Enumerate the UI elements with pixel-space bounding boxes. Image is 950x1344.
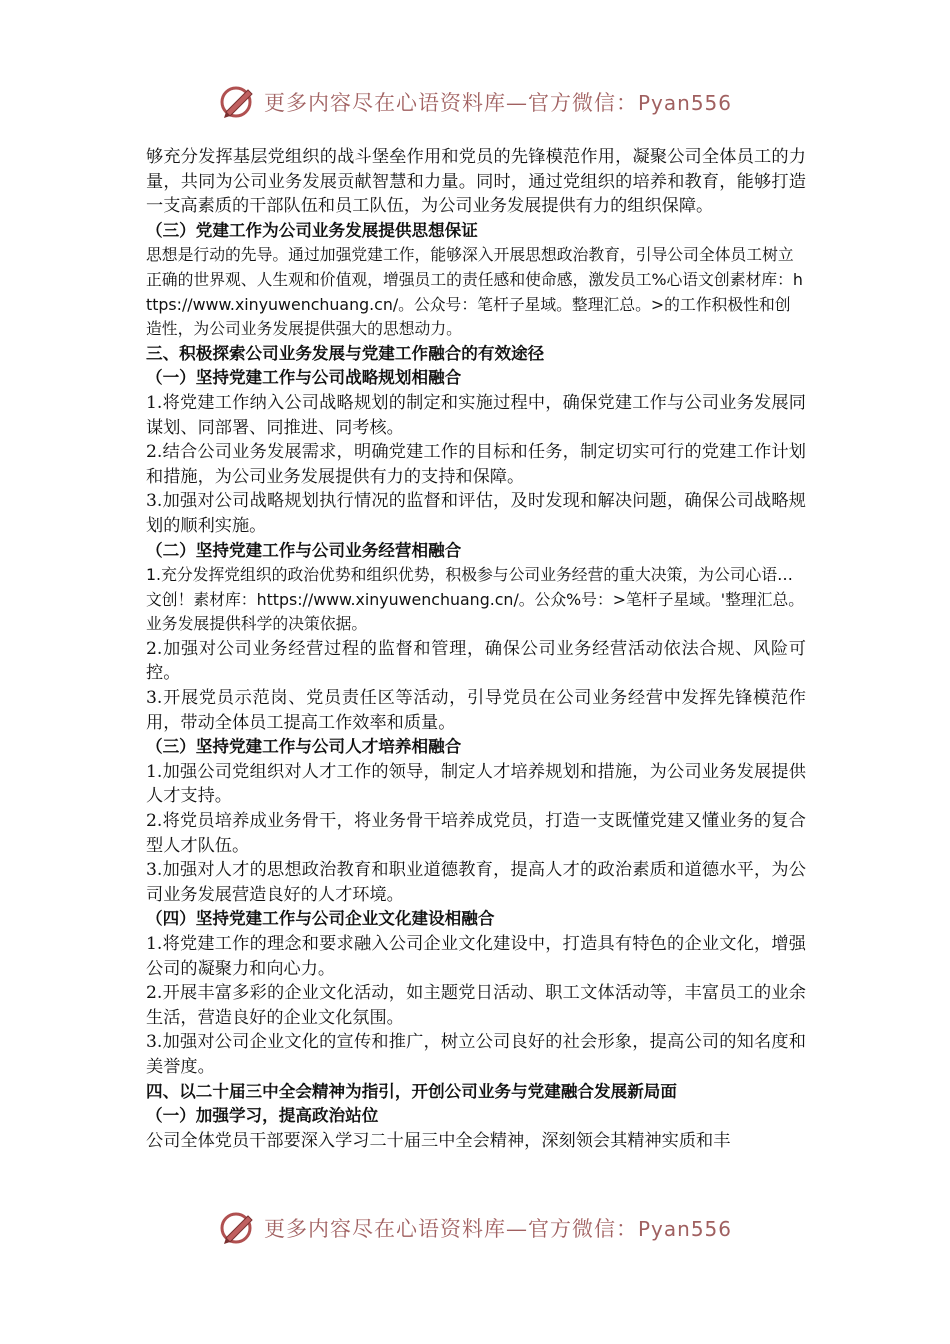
paragraph: 1.将党建工作的理念和要求融入公司企业文化建设中，打造具有特色的企业文化，增强公司的凝聚力和向心力。	[146, 934, 806, 979]
section-heading: （四）坚持党建工作与公司企业文化建设相融合	[146, 909, 495, 929]
paragraph: 2.将党员培养成业务骨干，将业务骨干培养成党员，打造一支既懂党建又懂业务的复合型人才队伍。	[146, 811, 806, 856]
paragraph: 2.结合公司业务发展需求，明确党建工作的目标和任务，制定切实可行的党建工作计划和措施，为公司业务发展提供有力的支持和保障。	[146, 442, 806, 487]
paragraph: 3.加强对公司企业文化的宣传和推广，树立公司良好的社会形象，提高公司的知名度和美誉度。	[146, 1032, 806, 1077]
wechat-id: Pyan556	[637, 91, 732, 115]
footer-banner	[0, 1206, 950, 1250]
paragraph: 1.充分发挥党组织的政治优势和组织优势，积极参与公司业务经营的重大决策，为公司心语…文创！素材库：https://www.xinyuwenchuang.cn/。公众%号：>笔杆子星域。'整理汇总。业务发展提供科学的决策依据。	[146, 565, 805, 634]
paragraph: 公司全体党员干部要深入学习二十届三中全会精神，深刻领会其精神实质和丰	[146, 1130, 731, 1151]
paragraph: 3.加强对人才的思想政治教育和职业道德教育，提高人才的政治素质和道德水平，为公司业务发展营造良好的人才环境。	[146, 860, 806, 905]
paragraph: 思想是行动的先导。通过加强党建工作，能够深入开展思想政治教育，引导公司全体员工树立正确的世界观、人生观和价值观，增强员工的责任感和使命感，激发员工%心语文创素材库：https://www.xinyuwenchuang.cn/。公众号：笔杆子星域。整理汇总。>的工作积极性和创造性，为公司业务发展提供强大的思想动力。	[146, 245, 803, 339]
section-heading: （二）坚持党建工作与公司业务经营相融合	[146, 540, 462, 560]
document-body	[146, 145, 806, 1153]
paragraph: 3.开展党员示范岗、党员责任区等活动，引导党员在公司业务经营中发挥先锋模范作用，带动全体员工提高工作效率和质量。	[146, 688, 806, 733]
section-heading: （三）坚持党建工作与公司人才培养相融合	[146, 737, 462, 757]
pen-logo-icon	[218, 1208, 258, 1248]
banner-text: 更多内容尽在心语资料库—官方微信：Pyan556	[263, 91, 732, 115]
section-heading: 四、以二十届三中全会精神为指引，开创公司业务与党建融合发展新局面	[146, 1081, 677, 1101]
section-heading: （三）党建工作为公司业务发展提供思想保证	[146, 220, 478, 240]
section-heading: 三、积极探索公司业务发展与党建工作融合的有效途径	[146, 343, 545, 363]
wechat-id: Pyan556	[637, 1217, 732, 1241]
paragraph: 3.加强对公司战略规划执行情况的监督和评估，及时发现和解决问题，确保公司战略规划的顺利实施。	[146, 491, 806, 536]
section-heading: （一）坚持党建工作与公司战略规划相融合	[146, 368, 462, 388]
paragraph: 1.加强公司党组织对人才工作的领导，制定人才培养规划和措施，为公司业务发展提供人才支持。	[146, 761, 806, 807]
paragraph: 2.开展丰富多彩的企业文化活动，如主题党日活动、职工文体活动等，丰富员工的业余生活，营造良好的企业文化氛围。	[146, 983, 806, 1028]
header-banner	[0, 80, 950, 124]
paragraph: 1.将党建工作纳入公司战略规划的制定和实施过程中，确保党建工作与公司业务发展同谋划、同部署、同推进、同考核。	[146, 392, 806, 438]
pen-logo-icon	[218, 82, 258, 122]
paragraph: 够充分发挥基层党组织的战斗堡垒作用和党员的先锋模范作用，凝聚公司全体员工的力量，共同为公司业务发展贡献智慧和力量。同时，通过党组织的培养和教育，能够打造一支高素质的干部队伍和员工队伍，为公司业务发展提供有力的组织保障。	[146, 147, 806, 217]
paragraph: 2.加强对公司业务经营过程的监督和管理，确保公司业务经营活动依法合规、风险可控。	[146, 638, 806, 684]
section-heading: （一）加强学习，提高政治站位	[146, 1106, 379, 1126]
banner-text: 更多内容尽在心语资料库—官方微信：Pyan556	[263, 1217, 732, 1241]
